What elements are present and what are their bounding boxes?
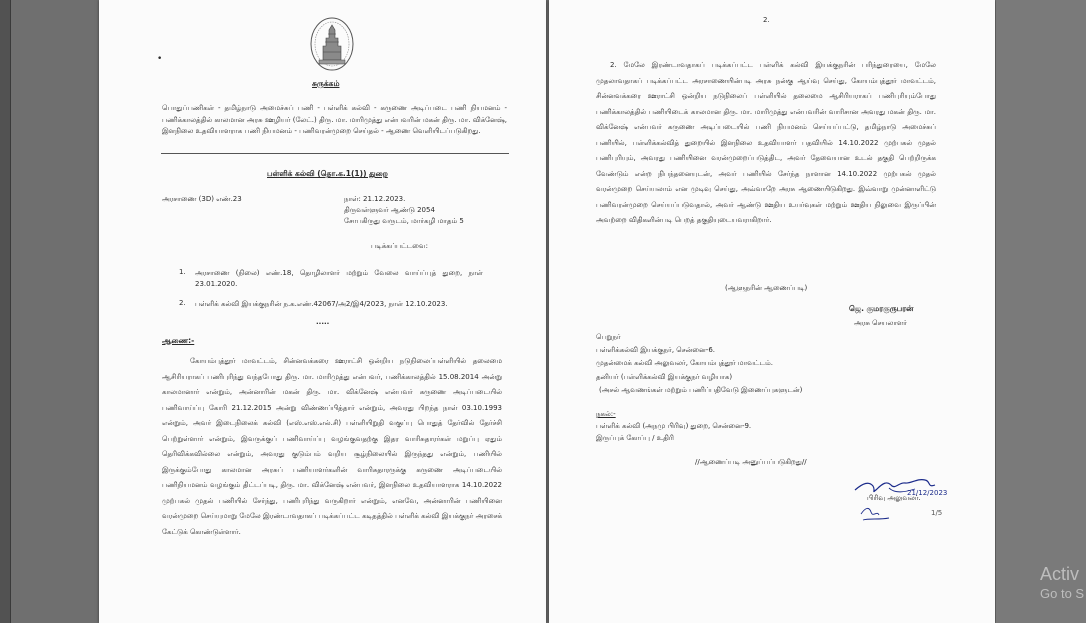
viewer-left-edge xyxy=(0,0,11,623)
summary-heading: சுருக்கம் xyxy=(312,79,340,88)
reference-text: பள்ளிக் கல்வி இயக்குநரின் ந.க.எண்.42067/அ2/இ4/2023, நாள் 12.10.2023. xyxy=(195,300,448,308)
go-date: நாள்: 21.12.2023. xyxy=(344,195,406,203)
recipient-item: முதன்மைக் கல்வி அலுவலர், கோயம்புத்தூர் மாவட்டம். xyxy=(596,359,773,367)
copy-item: இருப்புக் கோப்பு / உதிரி xyxy=(596,434,674,442)
viewer-right-area xyxy=(996,0,1086,623)
section-officer: பிரிவு அலுவலர். xyxy=(867,494,921,502)
forwarded-line: //ஆணைப்படி அனுப்பப்படுகிறது// xyxy=(695,458,807,466)
read-label: படிக்கப்பட்டவை: xyxy=(371,242,428,250)
by-order-line: (ஆளுநரின் ஆணைப்படி) xyxy=(725,284,808,292)
reference-number: 1. xyxy=(179,268,186,276)
summary-text: பொதுப்பணிகள் - தமிழ்நாடு அமைச்சுப் பணி - பள்ளிக் கல்வி - கருணை அடிப்படை பணி நியமனம் - பணிக்காலத்தில் காலமான அரசு ஊழியர் (லேட்.) திரு. மா. மாரிமுத்து என்பவரின் மகன் திரு. மா. விக்னேஷ், இளநிலை உதவியாளராக பணி நியமனம் - பணிவரன்முறை செய்தல் - ஆணை வெளியிடப்படுகிறது. xyxy=(162,104,507,135)
windows-activation-watermark xyxy=(1040,563,1084,603)
page-mark: • xyxy=(157,54,163,64)
order-paragraph: கோயம்புத்தூர் மாவட்டம், சின்னவக்கரை ஊராட்சி ஒன்றிய நடுநிலைப்பள்ளியில் தலைமை ஆசிரியராகப் பணிபுரிந்து வந்தபோது திரு. மா. மாரிமுத்து என்பவர், பணிக்காலத்தில் 15.08.2014 அன்று காலமானார் என்றும், அன்னாரின் மகன் திரு. மா. விக்னேஷ் என்பவர் கருணை அடிப்படையில் பணிவாய்ப்பு கோரி 21.12.2015 அன்று விண்ணப்பித்தார் என்றும், அவரது பிறந்த நாள் 03.10.1993 என்றும், அவர் இடைநிலைக் கல்வி (எஸ்.எஸ்.எல்.சி) பள்ளியிறுதி வகுப்பு பொதுத் தேர்வில் தேர்ச்சி பெற்றுள்ளார் என்றும், இவருக்குப் பணிவாய்ப்பு வழங்குவதற்கு இதர வாரிசுதாரர்கள் மறுப்பு ஏதும் தெரிவிக்கவில்லை என்றும், அவரது குடும்பம் வறிய சூழ்நிலையில் இருந்தது என்றும், பணியில் இருக்கும்போது காலமான அரசுப் பணியாளர்களின் வாரிசுதாரருக்கு கருணை அடிப்படையில் பணிநியமனம் வழங்கும் திட்டப்படி, திரு. மா. விக்னேஷ் என்பவர், இளநிலை உதவியாளராக 14.10.2022 முற்பகல் முதல் பணியில் சேர்ந்து, பணிபுரிந்து வருகிறார் என்றும், எனவே, அன்னாரின் பணியினை வரன்முறை செய்யுமாறு மேலே இரண்டாவதாகப் படிக்கப்பட்ட கடிதத்தில் பள்ளிக் கல்வி இயக்குநர் அரசைக் கேட்டுக் கொண்டுள்ளார். xyxy=(162,357,502,536)
separator-dots: ..... xyxy=(316,318,330,326)
page-number: 2. xyxy=(763,16,770,24)
go-number: அரசாணை (3D) எண்.23 xyxy=(162,195,242,203)
document-page-2 xyxy=(549,0,995,623)
activate-line-1: Activ xyxy=(1040,564,1080,584)
document-page-1 xyxy=(99,0,546,623)
recipient-item: பள்ளிக்கல்வி இயக்குநர், சென்னை-6. xyxy=(596,346,716,354)
recipients-label: பெறுநர் xyxy=(596,333,621,341)
tamil-nadu-emblem-icon xyxy=(309,16,355,74)
signatory-name: ஜெ. குமரகுருபரன் xyxy=(849,304,914,313)
copy-item: பள்ளிக் கல்வி (அநமு பிரிவு) துறை, சென்னை-9. xyxy=(596,422,752,430)
fraction-mark: 1/5 xyxy=(931,509,943,517)
summary-divider xyxy=(161,153,509,154)
signatory-title: அரசு செயலாளர் xyxy=(854,319,907,327)
reference-text: அரசாணை (நிலை) எண்.18, தொழிலாளர் மற்றும் வேலை வாய்ப்புத் துறை, நாள் 23.01.2020. xyxy=(195,269,483,288)
recipient-item: தனியர் (பள்ளிக்கல்வி இயக்குநர் வழியாக) xyxy=(596,373,733,381)
tamil-month: சோபகிருது வருடம், மார்கழி மாதம் 5 xyxy=(344,217,464,225)
order-label: ஆணை:- xyxy=(162,336,195,345)
tamil-year: திருவள்ளுவர் ஆண்டு 2054 xyxy=(344,206,435,214)
copy-label: நகல்:- xyxy=(596,410,616,418)
reference-number: 2. xyxy=(179,299,186,307)
paragraph-2: 2. மேலே இரண்டாவதாகப் படிக்கப்பட்ட பள்ளிக் கல்வி இயக்குநரின் பரிந்துரையை, மேலே முதலாவதாகப் படிக்கப்பட்ட அரசாணையின்படி அரசு நன்கு ஆய்வு செய்து, கோயம்புத்தூர் மாவட்டம், சின்னவக்கரை ஊராட்சி ஒன்றிய நடுநிலைப் பள்ளியில் தலைமை ஆசிரியராகப் பணிபுரியும்போது பணிக்காலத்தில் பணியிடைக் காலமான திரு. மா. மாரிமுத்து என்பவரின் வாரிசான அவரது மகன் திரு. மா. விக்னேஷ் என்பவர் கருணை அடிப்படையில் பணி நியமனம் செய்யப்பட்டு, தமிழ்நாடு அமைச்சுப் பணியில், பள்ளிக்கல்வித் துறையில் இளநிலை உதவியாளர் பதவியில் 14.10.2022 முற்பகல் முதல் பணிபுரியும், அவரது பணியினை வரன்முறைப்படுத்திட, அவர் தேவையான உடல் தகுதி பெற்றிருக்க வேண்டும் என்ற நிபந்தனையுடன், அவர் பணியில் சேர்ந்த நாளான 14.10.2022 முற்பகல் முதல் வரன்முறை செய்யலாம் என முடிவு செய்து, அவ்வாறே அரசு ஆணையிடுகிறது. இவ்வாறு முன்னாளிட்டு பணிவரன்முறை செய்யப்படுவதால், அவர் ஆண்டு ஊதிய உயர்வுகள் மற்றும் ஊதிய நிலுவை இருப்பின் அவற்றை விதிகளின்படி பெறத் தகுதியுடையவராகிறார். xyxy=(596,61,936,224)
recipient-item: (அசல் ஆவணங்கள் மற்றும் பணிப்பதிவேடு இணைப்புகளுடன்) xyxy=(599,386,803,394)
activate-line-2: Go to S xyxy=(1040,586,1085,601)
department-title: பள்ளிக் கல்வி (தொ.க.1(1)) துறை xyxy=(267,169,388,178)
signature-date: 21/12/2023 xyxy=(907,489,948,497)
